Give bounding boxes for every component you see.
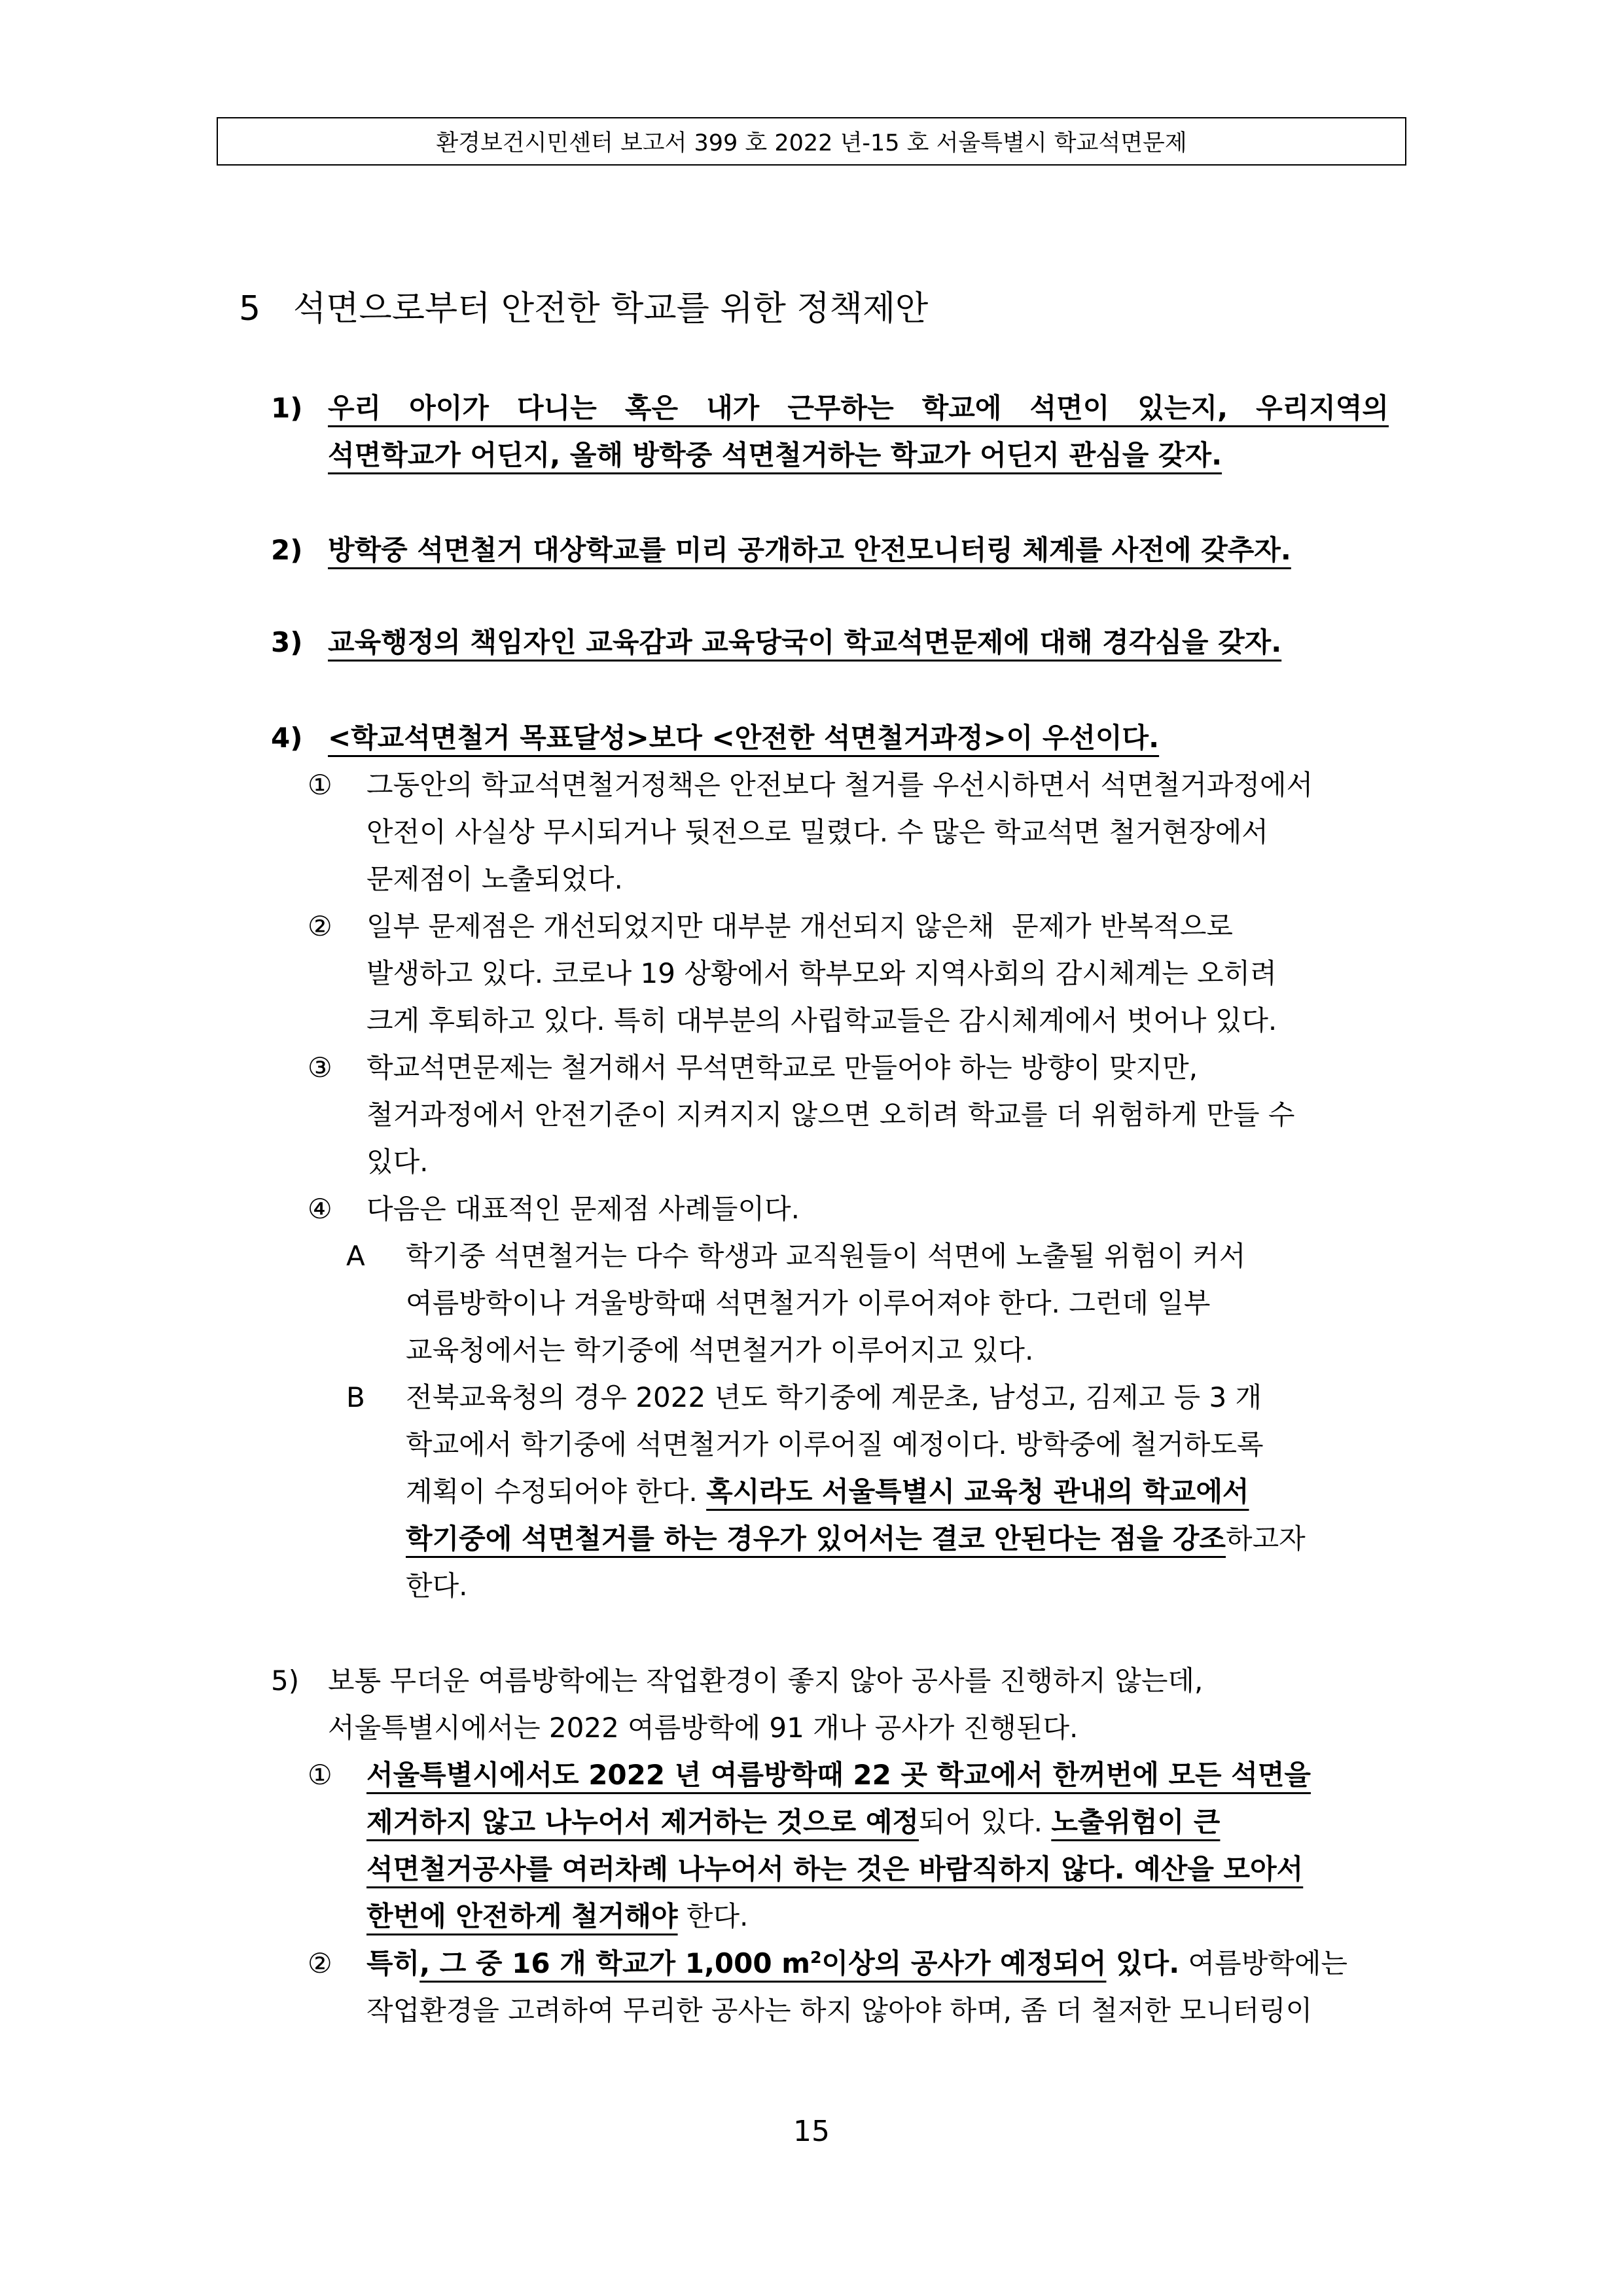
sub-point-2 [0,1940,1623,2034]
proposal-text [328,619,1623,666]
text-line: 보통 무더운 여름방학에는 작업환경이 좋지 않아 공사를 진행하지 않는데, [328,1665,1204,1697]
text-line [406,1468,1623,1515]
letter-marker: B [346,1381,365,1413]
text-line: 작업환경을 고려하여 무리한 공사는 하지 않아야 하며, 좀 더 철저한 모니터링이 [366,1994,1313,2026]
text-segment: 여름방학에는 [1179,1947,1347,1979]
text-line: 학교석면문제는 철거해서 무석면학교로 만들어야 하는 방향이 맞지만, [366,1051,1198,1084]
case-text [406,1374,1623,1610]
list-marker: 3) [271,626,303,658]
circled-number-marker: ④ [308,1193,332,1225]
report-header: 환경보건시민센터 보고서 399 호 2022 년-15 호 서울특별시 학교석면문제 [217,117,1406,166]
text-line: 서울특별시에서도 2022 년 여름방학때 22 곳 학교에서 한꺼번에 모든 석면을 [366,1759,1311,1791]
text-line: <학교석면철거 목표달성>보다 <안전한 석면철거과정>이 우선이다. [328,722,1160,754]
text-line [366,1799,1623,1846]
emphasis-text: 학기중에 석면철거를 하는 경우가 있어서는 결코 안된다는 점을 강조 [406,1523,1226,1555]
text-line: 한다. [406,1570,468,1602]
text-line: 방학중 석면철거 대상학교를 미리 공개하고 안전모니터링 체계를 사전에 갖추자. [328,534,1291,566]
letter-marker: A [346,1240,365,1272]
superscript-exponent: 2 [810,1948,822,1967]
sub-point-text [366,1044,1623,1186]
text-line: 석면학교가 어딘지, 올해 방학중 석면철거하는 학교가 어딘지 관심을 갖자. [328,439,1222,471]
sub-point-text [366,1752,1623,1940]
text-line: 발생하고 있다. 코로나 19 상황에서 학부모와 지역사회의 감시체계는 오히려 [366,957,1277,989]
sub-point-1 [0,1752,1623,1940]
text-line [366,1940,1623,1987]
text-line: 석면철거공사를 여러차례 나누어서 하는 것은 바람직하지 않다. 예산을 모아서 [366,1853,1304,1885]
proposal-row [0,527,1623,574]
emphasis-text: , 그 중 16 개 학교가 1,000 m [419,1947,810,1979]
list-marker: 4) [271,722,303,754]
sub-point-2 [0,903,1623,1044]
sub-point-3 [0,1044,1623,1186]
section-number: 5 [239,289,261,328]
proposal-text [328,385,1623,479]
case-b [0,1374,1623,1610]
sub-point-4 [0,1186,1623,1233]
emphasis-text: 제거하지 않고 나누어서 제거하는 것으로 예정 [366,1806,919,1838]
proposal-row [0,715,1623,762]
text-line: 여름방학이나 겨울방학때 석면철거가 이루어져야 한다. 그런데 일부 [406,1287,1211,1319]
emphasis-underlined-run [419,1947,1106,1979]
case-a [0,1233,1623,1374]
proposal-text [328,527,1623,574]
text-line: 서울특별시에서는 2022 여름방학에 91 개나 공사가 진행된다. [328,1712,1079,1744]
proposal-row [0,1657,1623,1752]
text-line: 문제점이 노출되었다. [366,863,623,895]
sub-point-text [366,903,1623,1044]
sub-point-1 [0,762,1623,903]
text-segment: 한다. [677,1900,749,1932]
list-marker: 2) [271,534,303,566]
emphasis-text: 노출위험이 큰 [1051,1806,1221,1838]
bold-text: 있다. [1106,1947,1180,1979]
text-line: 크게 후퇴하고 있다. 특히 대부분의 사립학교들은 감시체계에서 벗어나 있다. [366,1004,1277,1036]
proposal-1 [0,385,1623,479]
text-segment: 하고자 [1226,1523,1306,1555]
proposal-4 [0,715,1623,1610]
proposal-text [328,715,1623,762]
proposal-5 [0,1657,1623,2034]
proposal-row [0,385,1623,479]
list-marker: 1) [271,392,303,424]
text-line: 일부 문제점은 개선되었지만 대부분 개선되지 않은채 문제가 반복적으로 [366,910,1233,942]
bold-text: 특히 [366,1947,420,1979]
text-line: 우리 아이가 다니는 혹은 내가 근무하는 학교에 석면이 있는지, 우리지역의 [328,392,1389,424]
text-line: 학교에서 학기중에 석면철거가 이루어질 예정이다. 방학중에 철거하도록 [406,1428,1264,1460]
section-heading [0,285,1623,332]
case-text [406,1233,1623,1374]
text-segment: 계획이 수정되어야 한다. [406,1475,707,1508]
list-marker: 5) [271,1665,300,1697]
sub-point-text [366,1186,1623,1233]
circled-number-marker: ② [308,1947,332,1979]
circled-number-marker: ② [308,910,332,942]
text-line: 그동안의 학교석면철거정책은 안전보다 철거를 우선시하면서 석면철거과정에서 [366,769,1313,801]
section-title: 석면으로부터 안전한 학교를 위한 정책제안 [293,289,929,328]
text-line: 교육청에서는 학기중에 석면철거가 이루어지고 있다. [406,1334,1034,1366]
emphasis-text: 이상의 공사가 예정되어 [821,1947,1107,1979]
text-line: 학기중 석면철거는 다수 학생과 교직원들이 석면에 노출될 위험이 커서 [406,1240,1246,1272]
circled-number-marker: ① [308,1759,332,1791]
emphasis-text: 혹시라도 서울특별시 교육청 관내의 학교에서 [706,1475,1249,1508]
page-number: 15 [793,2115,830,2148]
text-line: 안전이 사실상 무시되거나 뒷전으로 밀렸다. 수 많은 학교석면 철거현장에서 [366,816,1268,848]
sub-point-text [366,762,1623,903]
proposal-3 [0,619,1623,666]
emphasis-text: 한번에 안전하게 철거해야 [366,1900,678,1932]
text-line: 교육행정의 책임자인 교육감과 교육당국이 학교석면문제에 대해 경각심을 갖자. [328,626,1282,658]
text-segment: 되어 있다. [918,1806,1052,1838]
circled-number-marker: ③ [308,1051,332,1084]
proposal-2 [0,527,1623,574]
text-line: 철거과정에서 안전기준이 지켜지지 않으면 오히려 학교를 더 위험하게 만들 수 [366,1099,1295,1131]
sub-point-text [366,1940,1623,2034]
text-line: 다음은 대표적인 문제점 사례들이다. [366,1193,800,1225]
text-line: 있다. [366,1146,429,1178]
circled-number-marker: ① [308,769,332,801]
proposal-row [0,619,1623,666]
text-line [406,1515,1623,1563]
text-line [366,1893,1623,1940]
text-line: 전북교육청의 경우 2022 년도 학기중에 계문초, 남성고, 김제고 등 3 개 [406,1381,1262,1413]
proposal-text [328,1657,1623,1752]
